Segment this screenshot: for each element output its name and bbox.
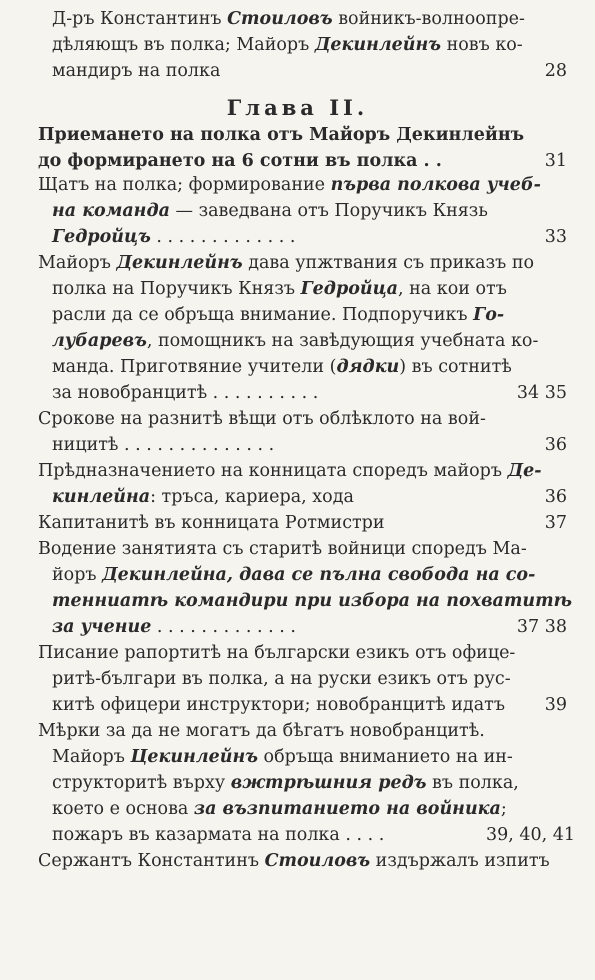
toc-entry	[38, 640, 533, 718]
toc-line: Мѣрки за да не могатъ да бѣгатъ новобранцитѣ.	[38, 721, 485, 741]
toc-line: Срокове на разнитѣ вѣщи отъ облѣклото на вой-	[38, 409, 486, 429]
page-number: 37 38	[516, 617, 567, 637]
toc-line: тенниатѣ командири при избора на похватитѣ	[52, 591, 573, 611]
toc-line: дѣляющъ въ полка; Майоръ Декинлейнъ новъ ко-	[52, 35, 523, 55]
toc-entry	[38, 250, 539, 406]
toc-entry	[38, 718, 533, 848]
page-number: 36	[544, 487, 567, 507]
toc-line: йоръ Декинлейна, дава се пълна свобода на со-	[52, 565, 536, 585]
toc-entry	[38, 406, 533, 458]
toc-line: Прѣдназначението на конницата споредъ майоръ Де-	[38, 461, 542, 481]
page-number: 39, 40, 41	[485, 825, 575, 845]
toc-entry	[38, 172, 541, 250]
page-number: 36	[544, 435, 567, 455]
toc-line: ницитѣ . . . . . . . . . . . . . .	[52, 435, 275, 455]
page-number: 34 35	[516, 383, 567, 403]
toc-entry	[38, 6, 533, 84]
toc-line: Капитанитѣ въ конницата Ротмистри	[38, 513, 385, 533]
page-number: 39	[544, 695, 567, 715]
toc-line: ритѣ-българи въ полка, а на руски езикъ отъ рус-	[52, 669, 511, 689]
toc-line: което е основа за възпитанието на войника;	[52, 799, 507, 819]
toc-line: Гедройцъ . . . . . . . . . . . . .	[52, 227, 296, 247]
toc-line: Майоръ Цекинлейнъ обръща вниманието на ин-	[52, 747, 513, 767]
page-number: 33	[544, 227, 567, 247]
toc-entry	[38, 510, 533, 536]
toc-line: за новобранцитѣ . . . . . . . . . .	[52, 383, 319, 403]
toc-line: Майоръ Декинлейнъ дава упжтвания съ приказъ по	[38, 253, 535, 273]
toc-line: пожаръ въ казармата на полка . . . .	[52, 825, 385, 845]
toc-line: манда. Приготвяние учители (дядки) въ сотнитѣ	[52, 357, 512, 377]
page-number: 37	[544, 513, 567, 533]
toc-line: китѣ офицери инструктори; новобранцитѣ идатъ	[52, 695, 505, 715]
toc-line: до формирането на 6 сотни въ полка . .	[38, 151, 442, 171]
toc-line: за учение . . . . . . . . . . . . .	[52, 617, 296, 637]
page-number: 28	[544, 61, 567, 81]
toc-entry	[38, 122, 533, 174]
toc-line: структоритѣ върху вжтрѣшния редъ въ полка,	[52, 773, 519, 793]
toc-line: расли да се обръща внимание. Подпоручикъ Го-	[52, 305, 505, 325]
toc-line: лубаревъ, помощникъ на завѣдующия учебната ко-	[52, 331, 539, 351]
toc-line: Сержантъ Константинъ Стоиловъ издържалъ изпитъ	[38, 851, 550, 871]
toc-entry	[38, 458, 542, 510]
toc-line: Д-ръ Константинъ Стоиловъ войникъ-волноопре-	[52, 9, 525, 29]
toc-line: на команда — заведвана отъ Поручикъ Князь	[52, 201, 488, 221]
toc-line: Щатъ на полка; формирование първа полкова учеб-	[38, 175, 541, 195]
toc-line: Водение занятията съ старитѣ войници споредъ Ма-	[38, 539, 527, 559]
toc-line: Писание рапортитѣ на български езикъ отъ офице-	[38, 643, 516, 663]
chapter-heading: Глава II.	[226, 95, 369, 120]
toc-line: кинлейна: тръса, кариера, хода	[52, 487, 354, 507]
toc-line: полка на Поручикъ Князъ Гедройца, на кои отъ	[52, 279, 507, 299]
toc-entry	[38, 848, 550, 874]
page-number: 31	[544, 151, 567, 171]
toc-line: Приемането на полка отъ Майоръ Декинлейнъ	[38, 125, 525, 145]
toc-line: мандиръ на полка	[52, 61, 221, 81]
